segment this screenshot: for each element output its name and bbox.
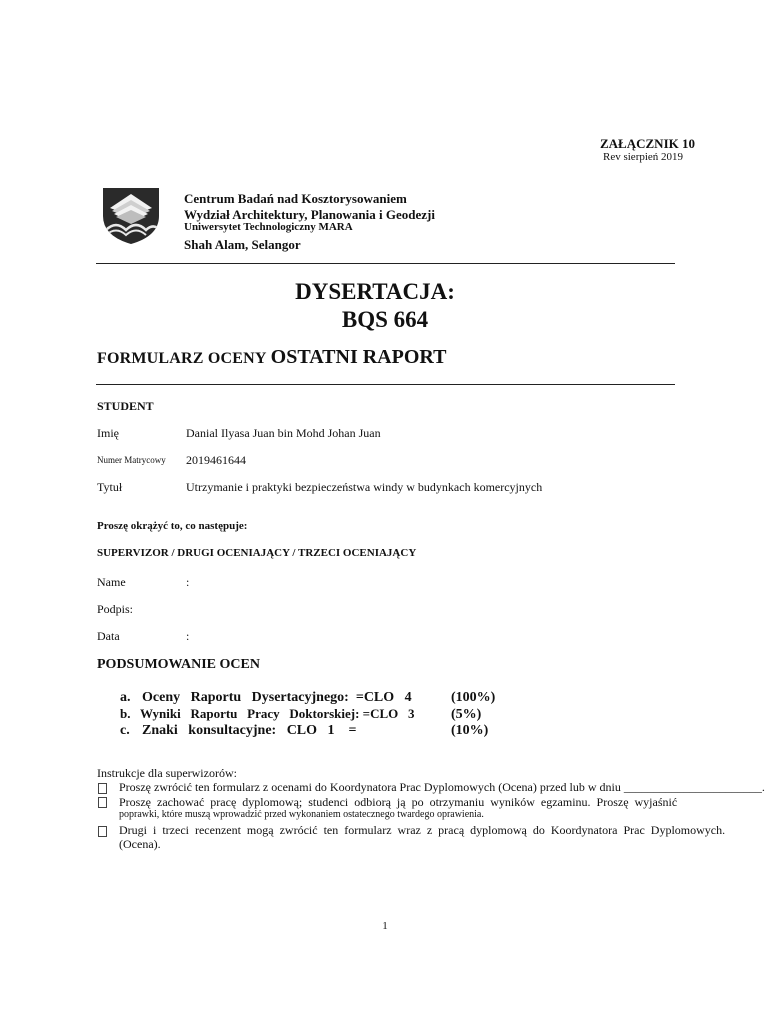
university-logo-icon — [100, 186, 162, 246]
circle-instruction: Proszę okrążyć to, co następuje: — [97, 520, 248, 532]
student-name-label: Imię — [97, 426, 119, 440]
instruction-bullet-3-cont: (Ocena). — [119, 837, 161, 851]
summary-item-percent: (10%) — [451, 723, 489, 738]
institution-line-3: Uniwersytet Technologiczny MARA — [184, 221, 353, 233]
form-title-small: FORMULARZ OCENY — [97, 350, 267, 367]
instructions-heading: Instrukcje dla superwizorów: — [97, 766, 237, 780]
assessor-name-colon: : — [186, 575, 190, 589]
divider-top — [96, 263, 675, 264]
institution-line-2: Wydział Architektury, Planowania i Geodezji — [184, 207, 435, 222]
form-title-big: OSTATNI RAPORT — [270, 346, 447, 368]
annex-label: ZAŁĄCZNIK 10 — [600, 136, 695, 151]
summary-item-letter: a. — [120, 690, 131, 705]
summary-item-text: Znaki konsultacyjne: CLO 1 = — [142, 723, 357, 738]
instruction-bullet-2: Proszę zachować pracę dyplomową; studenci odbiorą ją po otrzymaniu wyników egzaminu. Proszę wyjaśnić — [119, 795, 678, 809]
institution-line-1: Centrum Badań nad Kosztorysowaniem — [184, 191, 407, 206]
assessor-roles: SUPERVIZOR / DRUGI OCENIAJĄCY / TRZECI OCENIAJĄCY — [97, 547, 417, 559]
summary-item-letter: c. — [120, 723, 130, 738]
thesis-title-label: Tytuł — [97, 480, 123, 494]
summary-item-text: Wyniki Raportu Pracy Doktorskiej: =CLO 3 — [140, 706, 415, 721]
summary-heading: PODSUMOWANIE OCEN — [97, 657, 260, 672]
summary-item-percent: (5%) — [451, 707, 482, 722]
thesis-title-value: Utrzymanie i praktyki bezpieczeństwa windy w budynkach komercyjnych — [186, 480, 543, 494]
matric-value: 2019461644 — [186, 453, 246, 467]
checkbox-bullet-icon — [98, 797, 107, 808]
assessor-name-label: Name — [97, 575, 126, 589]
revision-label: Rev sierpień 2019 — [603, 151, 684, 163]
student-heading: STUDENT — [97, 399, 154, 413]
divider-middle — [96, 384, 675, 385]
matric-label: Numer Matrycowy — [97, 455, 166, 465]
checkbox-bullet-icon — [98, 783, 107, 794]
summary-item-percent: (100%) — [451, 690, 496, 705]
checkbox-bullet-icon — [98, 826, 107, 837]
signature-label: Podpis: — [97, 602, 134, 616]
course-code: BQS 664 — [341, 307, 429, 332]
instruction-bullet-1: Proszę zwrócić ten formularz z ocenami do Koordynatora Prac Dyplomowych (Ocena) przed lub w dniu _______________________. — [119, 780, 765, 794]
instruction-bullet-3: Drugi i trzeci recenzent mogą zwrócić ten formularz wraz z pracą dyplomową do Koordynatora Prac Dyplomowych. — [119, 823, 726, 837]
form-title — [97, 346, 446, 369]
page-number: 1 — [382, 920, 388, 932]
student-name-value: Danial Ilyasa Juan bin Mohd Johan Juan — [186, 426, 381, 440]
date-label: Data — [97, 629, 120, 643]
summary-item-text: Oceny Raportu Dysertacyjnego: =CLO 4 — [142, 690, 412, 705]
document-title: DYSERTACJA: — [295, 279, 455, 304]
institution-line-4: Shah Alam, Selangor — [184, 237, 301, 252]
date-colon: : — [186, 629, 190, 643]
summary-item-letter: b. — [120, 706, 131, 721]
instruction-bullet-2-cont: poprawki, które muszą wprowadzić przed wykonaniem ostatecznego twardego oprawienia. — [119, 809, 484, 820]
